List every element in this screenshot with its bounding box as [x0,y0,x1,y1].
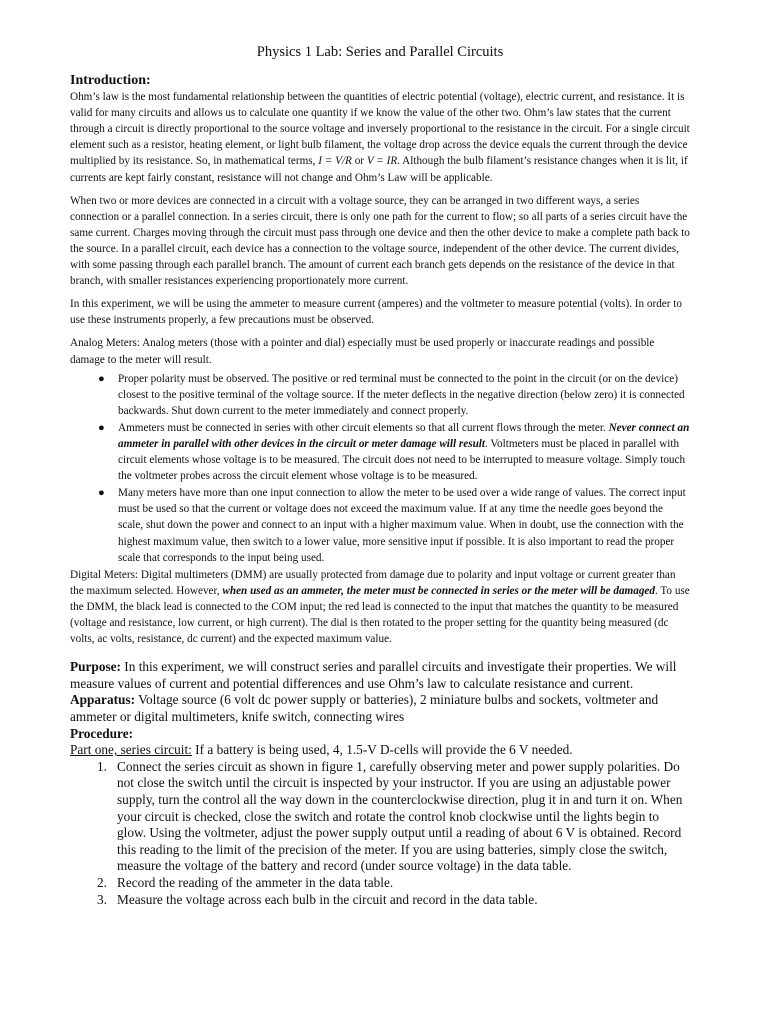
precautions-list [70,371,690,566]
intro-paragraph-1 [70,89,690,186]
procedure-steps [70,759,690,908]
step-text: Connect the series circuit as shown in figure 1, carefully observing meter and power supply polarities. Do not close the switch until the circuit is inspected by your instructor. If you are using an adjustable power supply, turn the control all the way down in the counterclockwise direction, plug it in and turn it on. When your circuit is checked, close the switch and rotate the control knob clockwise until the lights begin to glow. Using the voltmeter, adjust the power supply output until a reading of about 6 V is obtained. Record this reading to the limit of the precision of the meter. If you are using batteries, simply close the switch, measure the voltage of the battery and record (under source voltage) in the data table. [117,758,683,874]
part-one-text: If a battery is being used, 4, 1.5-V D-cells will provide the 6 V needed. [191,742,573,758]
intro-paragraph-3: In this experiment, we will be using the ammeter to measure current (amperes) and the voltmeter to measure potential (volts). In order to use these instruments properly, a few precautions must be observed. [70,298,683,327]
intro-paragraph-2: When two or more devices are connected in a circuit with a voltage source, they can be arranged in two different ways, a series connection or a parallel connection. In a series circuit, there is only one path for the current to flow; so all parts of a series circuit have the same current. Charges moving through the circuit must pass through one device and then the other device to make a complete path back to the source. In a parallel circuit, each device has a connection to the voltage source, independent of the other device. The current divides, with some passing through each parallel branch. The amount of current each branch gets depends on the resistance of the device in that branch, with smaller resistances experiencing proportionately more current. [70,194,690,288]
intro-p1-end: . Although the bulb filament’s resistance changes when it is lit, if currents are kept fairly constant, resistance will not change and Ohm’s Law will be applicable. [70,155,688,184]
list-item [70,875,690,892]
purpose-paragraph [70,659,690,692]
bullet-text-ammeter: Ammeters must be connected in series with other circuit elements so that all current flows through the meter. [118,421,609,434]
list-item [70,485,690,565]
list-item [70,892,690,909]
page-title: Physics 1 Lab: Series and Parallel Circuits [256,44,504,60]
list-item [70,420,690,484]
ammeter-warning: Never connect an ammeter in parallel with other devices in the circuit or meter damage will result [118,421,690,450]
dmm-warning: when used as an ammeter, the meter must be connected in series or the meter will be damaged [222,584,655,597]
purpose-section [70,659,690,908]
step-text: Record the reading of the ammeter in the data table. [117,874,394,890]
digital-meters-paragraph [70,567,690,647]
step-number: 1. [97,758,107,774]
ohms-law-equation-1: I = V/R [318,155,352,168]
step-text: Measure the voltage across each bulb in the circuit and record in the data table. [117,891,538,907]
bullet-text-voltmeter: . Voltmeters must be placed in parallel with circuit elements whose voltage is to be measured. The circuit does not need to be interrupted to measure voltage. Simply touch the voltmeter probes across the circuit element whose voltage is to be measured. [118,437,686,483]
analog-meters-paragraph: Analog Meters: Analog meters (those with a pointer and dial) especially must be used properly or inaccurate readings and possible damage to the meter will result. [70,337,655,366]
bullet-text-inputs: Many meters have more than one input connection to allow the meter to be used over a wide range of values. The correct input must be used so that the current or voltage does not exceed the maximum value. If at any time the needle goes beyond the scale, shut down the power and connect to an input with a higher maximum value. When in doubt, use the connection with the highest maximum value, then switch to a lower value, more sensitive input if possible. It is also important to read the proper scale that corresponds to the input being used. [118,487,686,564]
introduction-heading: Introduction: [70,73,151,89]
bullet-icon: ● [98,372,105,385]
bullet-icon: ● [98,421,105,434]
apparatus-text: Voltage source (6 volt dc power supply or batteries), 2 miniature bulbs and sockets, voltmeter and ammeter or digital multimeters, knife switch, connecting wires [70,692,659,724]
intro-p1-or: or [351,155,367,168]
list-item [70,371,690,419]
bullet-text-polarity: Proper polarity must be observed. The positive or red terminal must be connected to the point in the circuit (or on the device) closest to the positive terminal of the voltage source. If the meter deflects in the negative direction (below zero) it is connected backwards. Shut down current to the meter immediately and connect properly. [118,372,685,417]
apparatus-label: Apparatus: [70,692,136,708]
part-one-paragraph [70,742,690,759]
apparatus-paragraph [70,692,690,725]
digital-text-end: . To use the DMM, the black lead is connected to the COM input; the red lead is connected to the input that matches the quantity to be measured (voltage and resistance, low current, or high current). The dial is then rotated to the proper setting for the quantity being measured (dc volts, ac volts, resistance, dc current) and the expected maximum value. [70,584,690,646]
digital-text-start: Digital Meters: Digital multimeters (DMM) are usually protected from damage due to polarity and input voltage or current greater than the maximum selected. However, [70,568,676,597]
document-page [70,44,690,908]
procedure-heading: Procedure: [70,725,134,741]
list-item [70,759,690,875]
purpose-text: In this experiment, we will construct series and parallel circuits and investigate their properties. We will measure values of current and potential differences and use Ohm’s law to calculate resistance and current. [70,659,677,691]
intro-p1-start: Ohm’s law is the most fundamental relationship between the quantities of electric potential (voltage), electric current, and resistance. It is valid for many circuits and allows us to calculate one quantity if we know the value of the other two. Ohm’s law states that the current through a circuit is directly proportional to the source voltage and inversely proportional to the resistance in the circuit. For a single circuit element such as a resistor, heating element, or light bulb filament, the voltage drop across the device equals the current through the device multiplied by its resistance. So, in mathematical terms, [70,91,690,168]
bullet-icon: ● [98,487,105,500]
purpose-label: Purpose: [70,659,121,675]
part-one-label: Part one, series circuit: [70,742,192,758]
step-number: 3. [97,891,107,907]
ohms-law-equation-2: V = IR [366,155,398,168]
step-number: 2. [97,874,107,890]
